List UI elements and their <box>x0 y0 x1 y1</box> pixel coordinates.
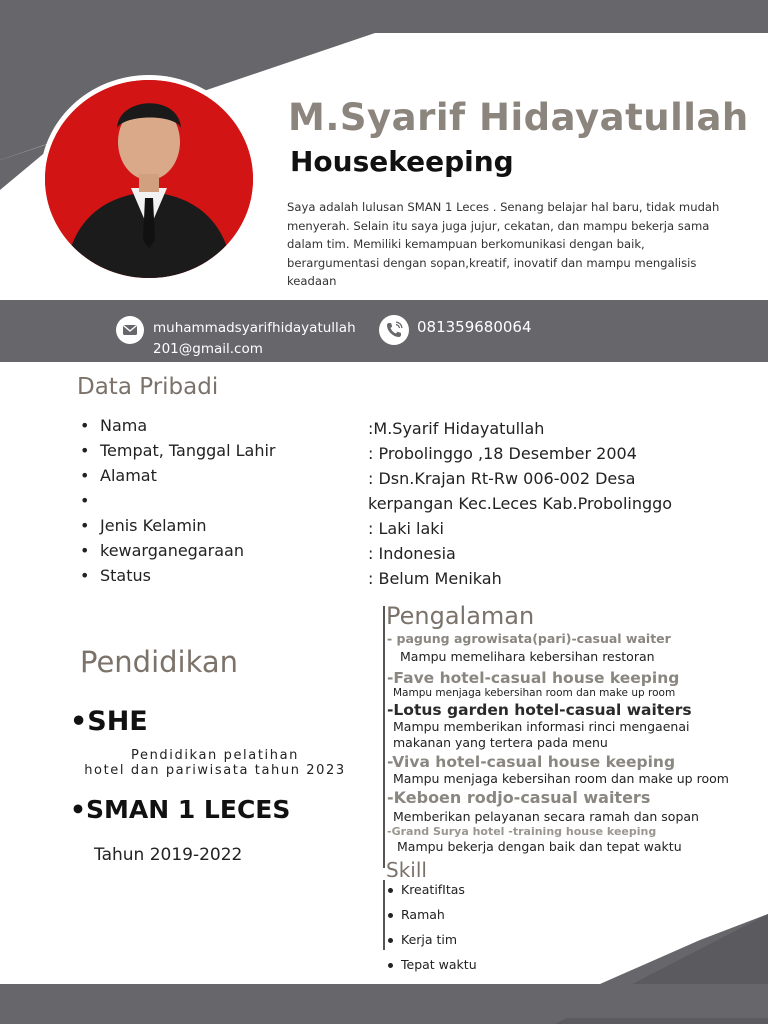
skill-divider <box>383 880 385 950</box>
experience-item <box>387 701 765 753</box>
bullet: • <box>80 416 90 435</box>
personal-row <box>80 566 740 591</box>
personal-value: : Laki laki <box>368 519 444 538</box>
experience-item <box>387 825 765 859</box>
experience-description: Mampu memberikan informasi rinci mengaenai <box>393 719 690 734</box>
personal-value: : Probolinggo ,18 Desember 2004 <box>368 444 637 463</box>
skill-item <box>388 932 477 957</box>
experience-description: Mampu menjaga kebersihan room dan make up room <box>393 771 729 786</box>
experience-title: -Fave hotel-casual house keeping <box>387 669 680 687</box>
skill-label: Ramah <box>401 907 445 922</box>
section-title-education: Pendidikan <box>80 645 239 679</box>
section-title-skill: Skill <box>386 858 427 882</box>
profile-photo-image <box>45 80 253 278</box>
skill-item <box>388 882 477 907</box>
education-school: •SHE <box>70 706 148 737</box>
section-title-personal-data: Data Pribadi <box>77 374 219 400</box>
skill-list <box>388 882 477 982</box>
personal-row <box>80 416 740 441</box>
experience-item <box>387 631 765 669</box>
personal-row <box>80 441 740 466</box>
skill-label: KreatifItas <box>401 882 465 897</box>
email-address[interactable] <box>153 318 378 360</box>
bullet: • <box>80 441 90 460</box>
personal-label: Tempat, Tanggal Lahir <box>100 441 276 460</box>
bullet <box>388 888 393 893</box>
email-line-2: 201@gmail.com <box>153 341 263 357</box>
bullet <box>388 913 393 918</box>
education-description-line: Pendidikan pelatihan <box>131 748 299 763</box>
experience-description: Mampu memelihara kebersihan restoran <box>400 649 655 664</box>
skill-item <box>388 957 477 982</box>
experience-description: Memberikan pelayanan secara ramah dan sopan <box>393 809 699 824</box>
bullet: • <box>80 491 90 510</box>
personal-value: : Indonesia <box>368 544 456 563</box>
profile-summary: Saya adalah lulusan SMAN 1 Leces . Senang belajar hal baru, tidak mudah menyerah. Selain itu saya juga jujur, cekatan, dan mampu bekerja sama dalam tim. Memiliki kemampuan berkomunikasi dengan baik, berargumentasi dengan sopan,kreatif, inovatif dan mampu mengalisis keadaan <box>287 200 720 288</box>
skill-label: Tepat waktu <box>401 957 477 972</box>
experience-item <box>387 753 765 788</box>
experience-divider <box>383 606 385 868</box>
personal-value: kerpangan Kec.Leces Kab.Probolinggo <box>368 494 673 513</box>
section-title-experience: Pengalaman <box>386 602 535 630</box>
personal-label: Alamat <box>100 466 157 485</box>
experience-description: Mampu bekerja dengan baik dan tepat waktu <box>397 839 682 854</box>
personal-row <box>80 516 740 541</box>
bullet: • <box>80 566 90 585</box>
personal-row <box>80 491 740 516</box>
candidate-name: M.Syarif Hidayatullah <box>288 96 749 139</box>
phone-number[interactable]: 081359680064 <box>417 318 532 336</box>
personal-value: :M.Syarif Hidayatullah <box>368 419 545 438</box>
bullet <box>388 938 393 943</box>
personal-label: Jenis Kelamin <box>100 516 207 535</box>
experience-title: -Viva hotel-casual house keeping <box>387 753 676 771</box>
experience-item <box>387 669 765 701</box>
personal-label: kewarganegaraan <box>100 541 244 560</box>
experience-description: Mampu menjaga kebersihan room dan make up room <box>393 687 676 699</box>
personal-label: Nama <box>100 416 148 435</box>
phone-icon <box>379 315 409 345</box>
education-description <box>60 748 370 778</box>
experience-description: makanan yang tertera pada menu <box>393 735 608 750</box>
personal-row <box>80 466 740 491</box>
personal-value: : Belum Menikah <box>368 569 502 588</box>
mail-icon <box>116 316 144 344</box>
education-description-line: hotel dan pariwisata tahun 2023 <box>84 763 346 778</box>
experience-title: -Lotus garden hotel-casual waiters <box>387 701 692 719</box>
job-title: Housekeeping <box>290 145 514 178</box>
bullet: • <box>80 466 90 485</box>
skill-item <box>388 907 477 932</box>
experience-title: -Grand Surya hotel -training house keeping <box>387 825 657 838</box>
personal-row <box>80 541 740 566</box>
email-line-1: muhammadsyarifhidayatullah <box>153 320 356 336</box>
bullet: • <box>80 516 90 535</box>
skill-label: Kerja tim <box>401 932 458 947</box>
profile-photo <box>40 75 258 283</box>
personal-value: : Dsn.Krajan Rt-Rw 006-002 Desa <box>368 469 636 488</box>
personal-data-list <box>80 416 740 591</box>
bullet <box>388 963 393 968</box>
person-silhouette <box>45 80 253 278</box>
experience-item <box>387 788 765 825</box>
experience-list <box>387 631 765 859</box>
bullet: • <box>80 541 90 560</box>
education-years: Tahun 2019-2022 <box>94 845 243 865</box>
experience-title: -Keboen rodjo-casual waiters <box>387 788 651 807</box>
experience-title: - pagung agrowisata(pari)-casual waiter <box>387 631 671 646</box>
education-school: •SMAN 1 LECES <box>70 795 291 824</box>
personal-label: Status <box>100 566 151 585</box>
